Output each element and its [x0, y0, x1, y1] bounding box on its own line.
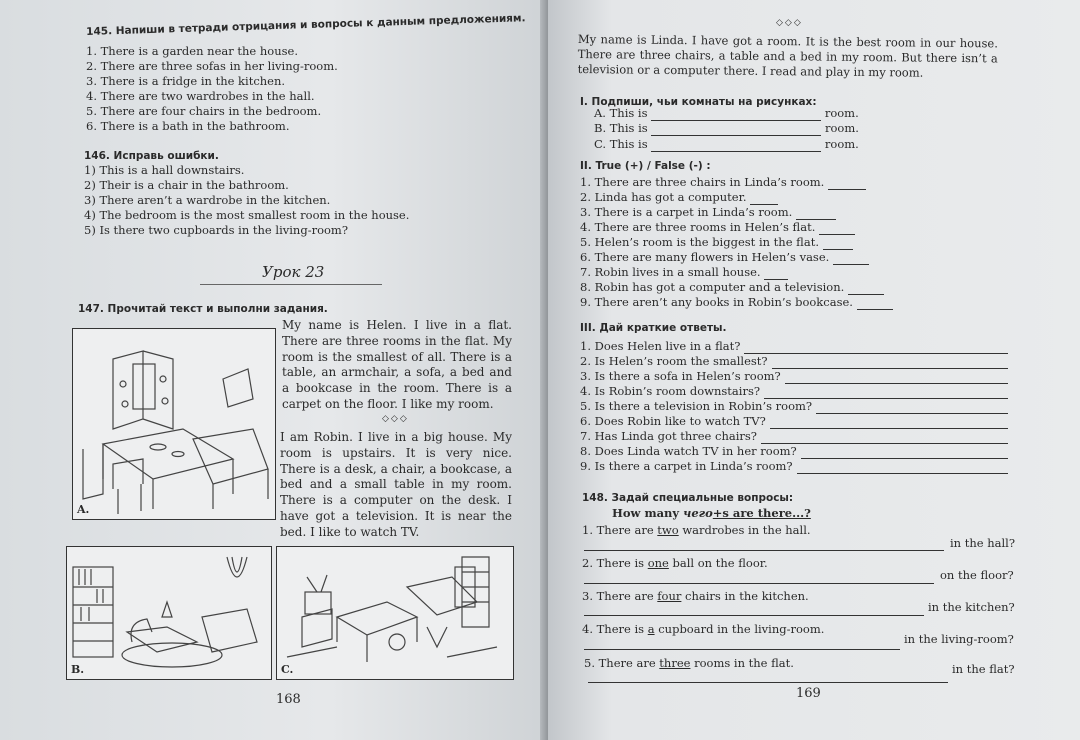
- exercise-146-title: 146. Исправь ошибки.: [84, 150, 219, 162]
- question-ending: in the living-room?: [904, 632, 1014, 646]
- answer-line[interactable]: [772, 354, 1008, 369]
- list-item: 1. There are three chairs in Linda’s room.: [580, 175, 893, 190]
- task-3-title: III. Дай краткие ответы.: [580, 322, 727, 334]
- answer-line[interactable]: [770, 414, 1008, 429]
- item-suffix: room.: [824, 137, 859, 151]
- list-item: 8. Robin has got a computer and a television.: [580, 280, 893, 295]
- list-item: 4. Is Robin’s room downstairs?: [580, 384, 1008, 399]
- room-b-illustration: [67, 547, 269, 677]
- list-item: 2) Their is a chair in the bathroom.: [84, 178, 289, 192]
- task-1-item: [594, 121, 859, 136]
- answer-line[interactable]: [651, 151, 821, 152]
- picture-label: C.: [281, 663, 294, 676]
- list-item: 5. There are four chairs in the bedroom.: [86, 104, 322, 118]
- task-1-item: [594, 106, 859, 121]
- answer-line[interactable]: [588, 682, 948, 683]
- subtitle-italic: чего: [683, 506, 713, 520]
- list-item: 5) Is there two cupboards in the living-room?: [84, 223, 348, 237]
- right-page: [548, 0, 1080, 740]
- list-item: 2. Is Helen’s room the smallest?: [580, 354, 1008, 369]
- item-suffix: room.: [824, 106, 859, 120]
- list-item: 3) There aren’t a wardrobe in the kitchen.: [84, 193, 331, 207]
- task-3-list: [580, 339, 1008, 474]
- task-2-title: II. True (+) / False (-) :: [580, 160, 711, 172]
- answer-line[interactable]: [584, 615, 924, 616]
- list-item: 6. There is a bath in the bathroom.: [86, 119, 290, 133]
- list-item: 4) The bedroom is the most smallest room in the house.: [84, 208, 410, 222]
- separator: ◇◇◇: [382, 414, 409, 424]
- linda-text: My name is Linda. I have got a room. It is the best room in our house. There are three chairs, a table and a bed in my room. But there isn’t a television or a computer there. I read and play in my room.: [577, 32, 998, 80]
- list-item: 1. There is a garden near the house.: [86, 44, 298, 58]
- list-item: 9. There aren’t any books in Robin’s bookcase.: [580, 295, 893, 310]
- task-1-item: [594, 137, 859, 152]
- exercise-148-item: 2. There is one ball on the floor.: [582, 556, 768, 570]
- answer-line[interactable]: [584, 649, 900, 650]
- answer-line[interactable]: [828, 189, 866, 190]
- list-item: 7. Robin lives in a small house.: [580, 265, 893, 280]
- question-ending: in the flat?: [952, 662, 1015, 676]
- answer-line[interactable]: [651, 135, 821, 136]
- picture-label: A.: [77, 503, 90, 516]
- picture-b: [66, 546, 272, 680]
- list-item: 3. There is a carpet in Linda’s room.: [580, 205, 893, 220]
- answer-line[interactable]: [785, 369, 1008, 384]
- helen-text: My name is Helen. I live in a flat. There are three rooms in the flat. My room is the smallest of all. There is a table, an armchair, a sofa, a bed and a bookcase in the room. There is a carpet on the floor. I like my room.: [282, 318, 512, 411]
- answer-line[interactable]: [801, 444, 1008, 459]
- separator: ◇◇◇: [776, 18, 803, 28]
- exercise-148-subtitle: [612, 506, 811, 521]
- exercise-148-item: 5. There are three rooms in the flat.: [584, 656, 794, 670]
- exercise-147-title: 147. Прочитай текст и выполни задания.: [78, 303, 328, 315]
- page-number: 168: [276, 692, 301, 707]
- answer-line[interactable]: [761, 429, 1008, 444]
- answer-line[interactable]: [857, 309, 893, 310]
- list-item: 2. Linda has got a computer.: [580, 190, 893, 205]
- list-item: 3. Is there a sofa in Helen’s room?: [580, 369, 1008, 384]
- lesson-title: Урок 23: [262, 263, 325, 281]
- item-label: B. This is: [594, 121, 648, 135]
- list-item: 6. Does Robin like to watch TV?: [580, 414, 1008, 429]
- exercise-148-item: 1. There are two wardrobes in the hall.: [582, 523, 811, 537]
- lesson-divider: [200, 284, 382, 285]
- picture-c: [276, 546, 514, 680]
- exercise-148-item: 3. There are four chairs in the kitchen.: [582, 589, 809, 603]
- exercise-145-list: [86, 44, 338, 134]
- page-number: 169: [796, 686, 821, 701]
- subtitle-text: +s are there...?: [712, 506, 811, 520]
- question-ending: on the floor?: [940, 568, 1014, 582]
- answer-line[interactable]: [833, 264, 869, 265]
- list-item: 8. Does Linda watch TV in her room?: [580, 444, 1008, 459]
- list-item: 4. There are three rooms in Helen’s flat.: [580, 220, 893, 235]
- list-item: 2. There are three sofas in her living-room.: [86, 59, 338, 73]
- question-ending: in the hall?: [950, 536, 1016, 550]
- answer-line[interactable]: [797, 459, 1008, 474]
- robin-text: I am Robin. I live in a big house. My room is upstairs. It is very nice. There is a desk, a chair, a bookcase, a bed and a small table in my room. There is a computer on the desk. I have got a television. It is near the bed. I like to watch TV.: [280, 430, 512, 539]
- answer-line[interactable]: [816, 399, 1008, 414]
- list-item: 7. Has Linda got three chairs?: [580, 429, 1008, 444]
- picture-a: [72, 328, 276, 520]
- answer-line[interactable]: [584, 550, 944, 551]
- answer-line[interactable]: [744, 339, 1008, 354]
- item-label: C. This is: [594, 137, 648, 151]
- exercise-148-item: 4. There is a cupboard in the living-room.: [582, 622, 825, 636]
- item-suffix: room.: [824, 121, 859, 135]
- list-item: 5. Is there a television in Robin’s room?: [580, 399, 1008, 414]
- item-label: A. This is: [594, 106, 648, 120]
- task-1-title: I. Подпиши, чьи комнаты на рисунках:: [580, 96, 817, 108]
- room-c-illustration: [277, 547, 511, 677]
- room-a-illustration: [73, 329, 273, 517]
- exercise-148-title: 148. Задай специальные вопросы:: [582, 492, 794, 504]
- list-item: 4. There are two wardrobes in the hall.: [86, 89, 315, 103]
- exercise-145-title: 145. Напиши в тетради отрицания и вопросы к данным предложениям.: [86, 12, 526, 38]
- answer-line[interactable]: [764, 384, 1008, 399]
- list-item: 3. There is a fridge in the kitchen.: [86, 74, 286, 88]
- subtitle-text: How many: [612, 506, 684, 520]
- task-2-list: [580, 175, 893, 310]
- list-item: 6. There are many flowers in Helen’s vase.: [580, 250, 893, 265]
- answer-line[interactable]: [584, 583, 934, 584]
- list-item: 1) This is a hall downstairs.: [84, 163, 245, 177]
- exercise-146-list: [84, 163, 409, 238]
- picture-label: B.: [71, 663, 85, 676]
- list-item: 9. Is there a carpet in Linda’s room?: [580, 459, 1008, 474]
- list-item: 1. Does Helen live in a flat?: [580, 339, 1008, 354]
- question-ending: in the kitchen?: [928, 600, 1015, 614]
- list-item: 5. Helen’s room is the biggest in the flat.: [580, 235, 893, 250]
